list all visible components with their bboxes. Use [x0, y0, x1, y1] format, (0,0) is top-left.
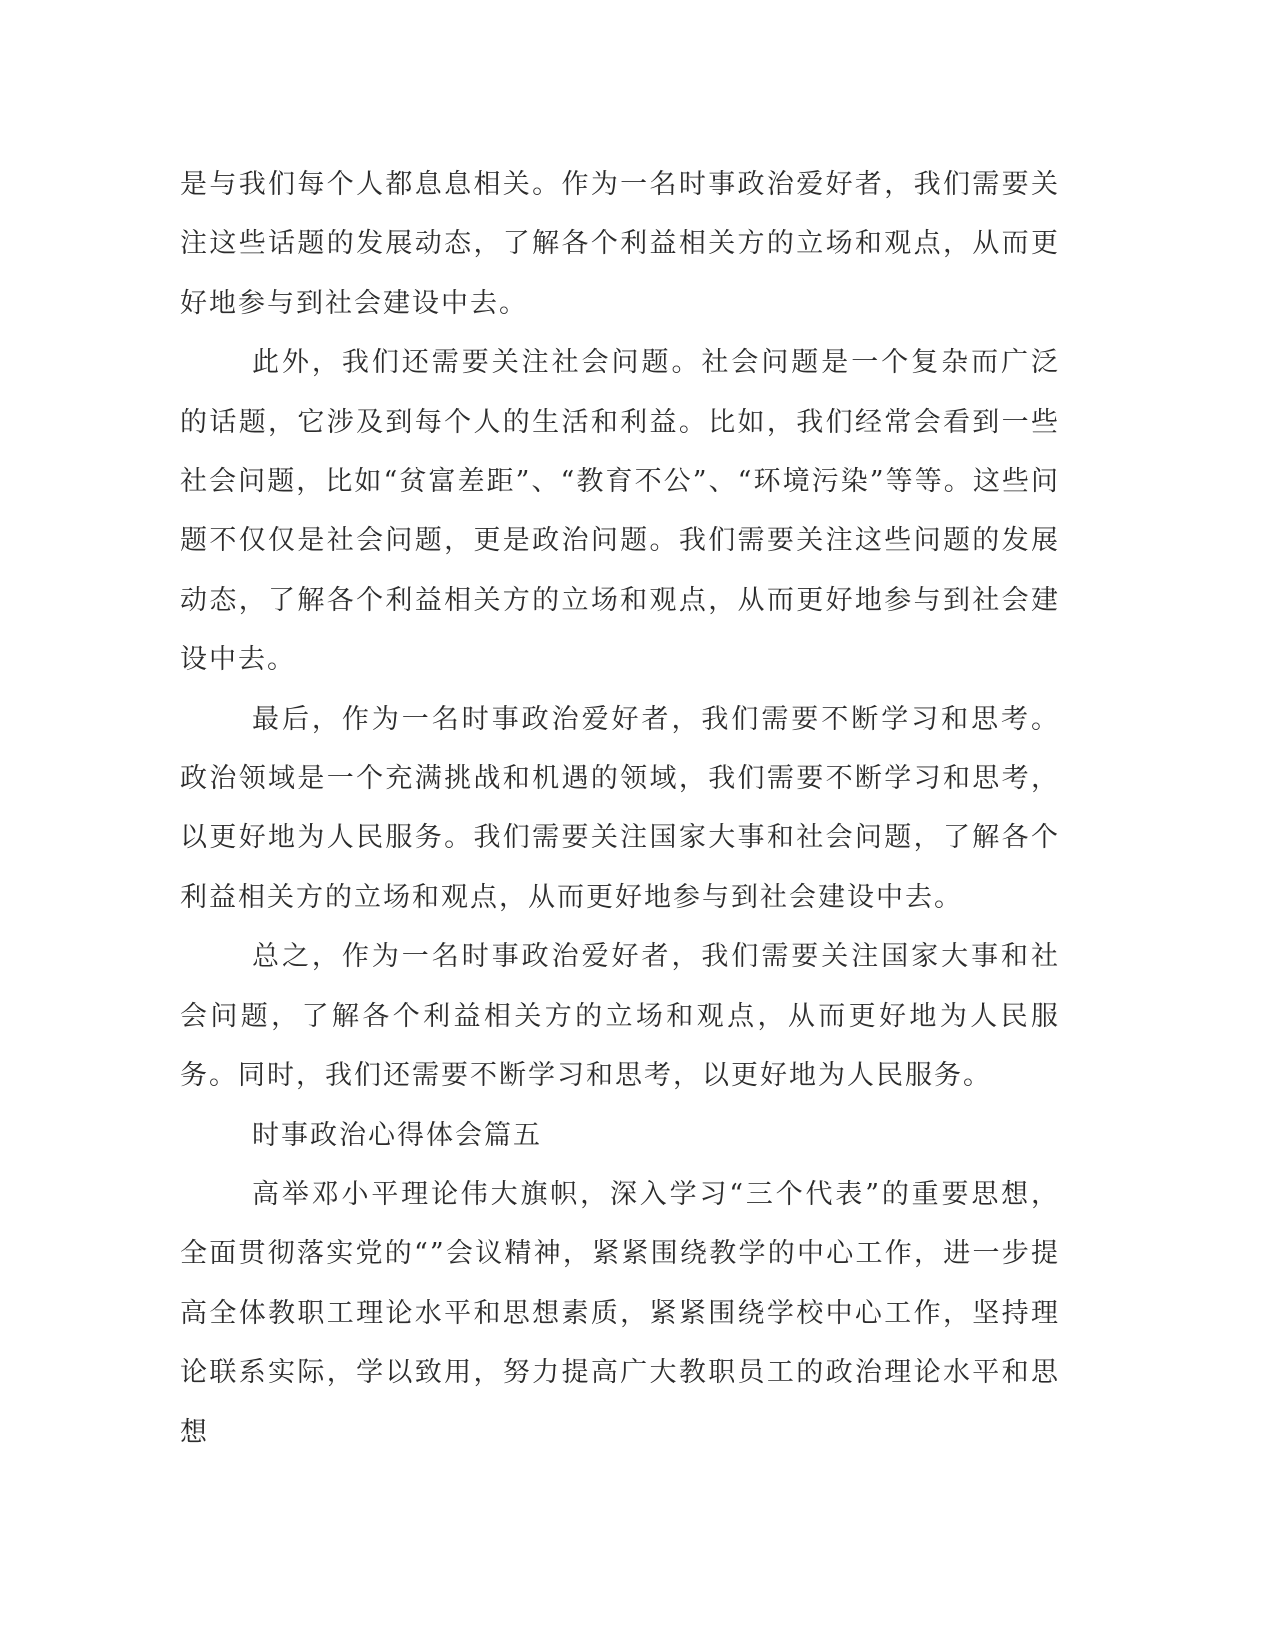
document-body [180, 155, 1060, 1462]
paragraph-continuation: 是与我们每个人都息息相关。作为一名时事政治爱好者，我们需要关注这些话题的发展动态，了解各个利益相关方的立场和观点，从而更好地参与到社会建设中去。 [180, 169, 1060, 319]
paragraph-conclusion: 总之，作为一名时事政治爱好者，我们需要关注国家大事和社会问题，了解各个利益相关方的立场和观点，从而更好地为人民服务。同时，我们还需要不断学习和思考，以更好地为人民服务。 [180, 941, 1060, 1092]
paragraph-learning: 最后，作为一名时事政治爱好者，我们需要不断学习和思考。政治领域是一个充满挑战和机遇的领域，我们需要不断学习和思考，以更好地为人民服务。我们需要关注国家大事和社会问题，了解各个利益相关方的立场和观点，从而更好地参与到社会建设中去。 [180, 703, 1060, 913]
paragraph-social-issues: 此外，我们还需要关注社会问题。社会问题是一个复杂而广泛的话题，它涉及到每个人的生活和利益。比如，我们经常会看到一些社会问题，比如“贫富差距”、“教育不公”、“环境污染”等等。这些问题不仅仅是社会问题，更是政治问题。我们需要关注这些问题的发展动态，了解各个利益相关方的立场和观点，从而更好地参与到社会建设中去。 [180, 347, 1060, 676]
section-heading: 时事政治心得体会篇五 [252, 1119, 542, 1151]
paragraph-part-five: 高举邓小平理论伟大旗帜，深入学习“三个代表”的重要思想，全面贯彻落实党的“”会议精神，紧紧围绕教学的中心工作，进一步提高全体教职工理论水平和思想素质，紧紧围绕学校中心工作，坚持理论联系实际，学以致用，努力提高广大教职员工的政治理论水平和思想 [180, 1178, 1060, 1448]
